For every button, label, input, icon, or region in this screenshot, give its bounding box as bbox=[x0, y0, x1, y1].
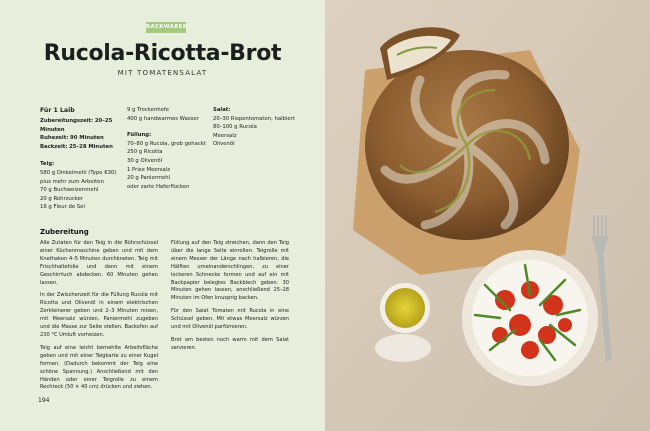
time-bake-value: 25–28 Minuten bbox=[69, 143, 113, 150]
method-paragraph: Teig auf eine leicht bemehlte Arbeitsfläche geben und mit einer Teigkarte zu einer Kugel formen. (Dadurch bekommt der Teig eine schöne Spannung.) Anschließend mit den Händen oder einer Teigrolle zu einem Rechteck (50 × 40 cm) drücken und ziehen. bbox=[40, 344, 158, 391]
method-col-right bbox=[171, 240, 289, 353]
ingredient-item: Olivenöl bbox=[213, 141, 235, 148]
time-rest-label: Ruhezeit: bbox=[40, 135, 69, 142]
method-paragraph: In der Zwischenzeit für die Füllung Rucola mit Ricotta und Olivenöl in einem elektrischen Zerkleinerer geben und 2–3 Minuten mixen, mit Meersalz würzen. Paniermehl zugeben und die Masse zur Seite stellen. Backofen auf 230 °C Umluft vorheizen. bbox=[40, 292, 158, 338]
sea-salt-pile bbox=[375, 334, 431, 362]
method-paragraph: Brot am besten noch warm mit dem Salat servieren. bbox=[171, 336, 289, 351]
ingredient-item: oder zarte Haferflocken bbox=[127, 183, 190, 190]
ingredients-col-1 bbox=[40, 106, 130, 212]
recipe-title: Rucola-Ricotta-Brot bbox=[43, 41, 282, 66]
page-number: 194 bbox=[38, 397, 50, 404]
ingredient-item: 80–100 g Rucola bbox=[213, 124, 257, 131]
ingredients-col-2 bbox=[127, 106, 212, 191]
ingredient-item: 250 g Ricotta bbox=[127, 149, 163, 156]
ingredients-col-3 bbox=[213, 106, 298, 149]
tomato-salad-bowl bbox=[462, 250, 598, 386]
time-prep-value: 20–25 Minuten bbox=[40, 118, 113, 133]
recipe-subtitle: MIT TOMATENSALAT bbox=[117, 69, 208, 77]
method-paragraph: Alle Zutaten für den Teig in die Rührschüssel einer Küchenmaschine geben und mit dem Knethaken 4–5 Minuten durchkneten. Teig mit Frischhaltefolie und dann mit einem Geschirrtuch abdecken. 60 Minuten gehen lassen. bbox=[40, 240, 158, 286]
ingredient-item: 20 g Paniermehl bbox=[127, 175, 171, 182]
yield-label: Für 1 Laib bbox=[40, 107, 75, 114]
ingredient-item: Meersalz bbox=[213, 132, 237, 139]
time-rest-value: 90 Minuten bbox=[70, 135, 104, 142]
ingredient-item: 1 Prise Meersalz bbox=[127, 166, 171, 173]
ingredient-item: 30 g Olivenöl bbox=[127, 157, 163, 164]
time-prep bbox=[40, 117, 130, 134]
method-paragraph: Für den Salat Tomaten mit Rucola in eine Schüssel geben. Mit etwas Meersalz würzen und mit Olivenöl parfümieren. bbox=[171, 308, 289, 331]
method-col-left bbox=[40, 240, 158, 392]
olive-oil-bowl bbox=[380, 283, 430, 333]
salat-heading: Salat: bbox=[213, 107, 231, 113]
teig-heading: Teig: bbox=[40, 161, 55, 168]
ingredient-item: 70 g Buchweizenmehl bbox=[40, 187, 99, 194]
fuellung-heading: Füllung: bbox=[127, 132, 152, 139]
ingredient-item: 9 g Trockenhefe bbox=[127, 107, 170, 113]
ingredient-item: 400 g handwarmes Wasser bbox=[127, 115, 199, 122]
time-bake bbox=[40, 143, 130, 152]
time-prep-label: Zubereitungszeit: bbox=[40, 118, 94, 124]
method-heading: Zubereitung bbox=[40, 228, 89, 236]
ingredient-item: 20 g Rohrzucker bbox=[40, 195, 84, 202]
section-badge: BACKWAREN bbox=[146, 22, 186, 33]
ingredient-item: 16 g Fleur de Sel bbox=[40, 204, 85, 211]
ingredient-item: plus mehr zum Arbeiten bbox=[40, 178, 104, 185]
ingredient-item: 580 g Dinkelmehl (Type 630) bbox=[40, 169, 117, 176]
ingredient-item: 20–30 Rispentomaten, halbiert bbox=[213, 115, 295, 122]
method-paragraph: Füllung auf den Teig streichen, dann den Teig über die lange Seite einrollen. Teigrolle mit einem Messer der Länge nach halbieren, die Hälften umeinanderschlingen, zu einer lockeren Schnecke formen und auf ein mit Backpapier belegtes Backblech geben. 30 Minuten gehen lassen, anschließend 25–28 Minuten im Ofen knusprig backen. bbox=[171, 240, 289, 302]
food-photo bbox=[325, 0, 650, 431]
time-bake-label: Backzeit: bbox=[40, 143, 68, 150]
ingredient-item: 70–80 g Rucola, grob gehackt bbox=[127, 140, 206, 147]
time-rest bbox=[40, 134, 130, 143]
